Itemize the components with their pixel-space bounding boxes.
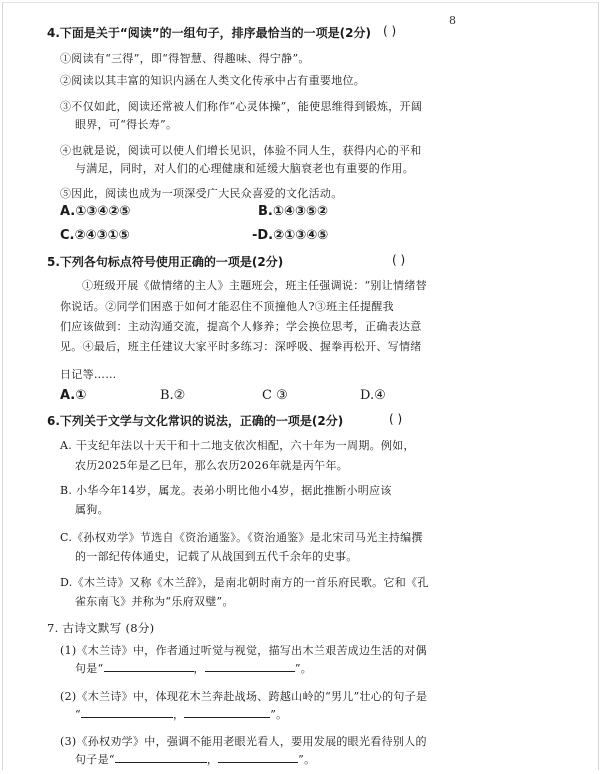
q7-item-2-prompt: (2)《木兰诗》中，体现花木兰奔赴战场、跨越山岭的“男儿”壮心的句子是	[60, 690, 428, 703]
q4-option-a[interactable]: A.①③④②⑤	[60, 204, 131, 219]
q4-option-d[interactable]: -D.②①③④⑤	[252, 228, 329, 243]
answer-paren-6[interactable]: ( )	[389, 412, 403, 426]
q6-option-d-line-1[interactable]: D.《木兰诗》又称《木兰辞》，是南北朝时南方的一首乐府民歌。它和《孔	[60, 576, 429, 589]
question-5-text: 5.下列各句标点符号使用正确的一项是(2分)	[47, 255, 284, 269]
q4-sentence-5: ⑤因此，阅读也成为一项深受广大民众喜爱的文化活动。	[60, 187, 343, 200]
q5-option-a[interactable]: A.①	[60, 388, 87, 403]
q6-option-b-line-2: 属狗。	[75, 503, 109, 516]
q6-option-c-line-2: 的一部纪传体通史，记载了从战国到五代千余年的史事。	[75, 550, 358, 563]
q6-option-a-line-1[interactable]: A. 干支纪年法以十天干和十二地支依次相配，六十年为一周期。例如，	[60, 439, 415, 452]
q7-item-1-blank-1[interactable]	[104, 661, 194, 672]
question-4-text: 4.下面是关于“阅读”的一组句子，排序最恰当的一项是(2分)	[47, 26, 372, 40]
q5-passage-line-2: 你说话。②同学们困惑于如何才能忍住不顶撞他人?③班主任提醒我	[60, 300, 394, 313]
q5-passage-line-3: 们应该做到：主动沟通交流，提高个人修养；学会换位思考，正确表达意	[60, 320, 422, 333]
q5-passage-line-1: ①班级开展《做情绪的主人》主题班会，班主任强调说：“别让情绪替	[82, 279, 427, 292]
question-5-title	[47, 253, 406, 270]
q7-item-1-blank-2[interactable]	[205, 661, 295, 672]
answer-paren-4[interactable]: ( )	[383, 24, 397, 38]
page-number: 8	[449, 14, 456, 27]
q6-option-a-line-2: 农历2025年是乙巳年，那么农历2026年就是丙午年。	[75, 459, 349, 472]
q6-option-c-line-1[interactable]: C.《孙权劝学》节选自《资治通鉴》。《资治通鉴》是北宋司马光主持编撰	[60, 531, 423, 544]
q4-sentence-1: ①阅读有“三得”，即“得智慧、得趣味、得宁静”。	[60, 52, 310, 65]
q4-option-b[interactable]: B.①④③⑤②	[258, 204, 328, 219]
q5-option-b[interactable]: B.②	[160, 388, 186, 403]
q5-option-d[interactable]: D.④	[360, 388, 386, 403]
q7-item-2-blank-2[interactable]	[184, 707, 270, 718]
q4-sentence-3-cont: 眼界，可“得长寿”。	[75, 118, 178, 131]
q7-item-3-answer: 句子是“ ， ”。	[75, 753, 316, 766]
q4-sentence-4-cont: 与满足，同时，对人们的心理健康和延缓大脑衰老也有重要的作用。	[75, 162, 414, 175]
q4-sentence-2: ②阅读以其丰富的知识内涵在人类文化传承中占有重要地位。	[60, 74, 366, 87]
q7-item-2-answer: “ ， ”。	[75, 708, 288, 721]
answer-paren-5[interactable]: ( )	[392, 253, 406, 267]
q4-sentence-4: ④也就是说，阅读可以使人们增长见识，体验不同人生，获得内心的平和	[60, 144, 422, 157]
question-4-title	[47, 24, 397, 41]
q4-option-c[interactable]: C.②④③①⑤	[60, 228, 130, 243]
q7-item-1-prompt: (1)《木兰诗》中，作者通过听觉与视觉，描写出木兰艰苦成边生活的对偶	[60, 644, 427, 657]
q7-item-2-blank-1[interactable]	[81, 707, 173, 718]
question-6-text: 6.下列关于文学与文化常识的说法，正确的一项是(2分)	[47, 414, 344, 428]
q5-option-c[interactable]: C ③	[262, 388, 288, 403]
question-6-title	[47, 412, 403, 429]
q7-item-1-answer: 句是“ ， ”。	[75, 662, 313, 675]
q7-item-3-blank-2[interactable]	[218, 752, 298, 763]
q7-item-3-prompt: (3)《孙权劝学》中，强调不能用老眼光看人，要用发展的眼光看待别人的	[60, 735, 427, 748]
q5-passage-line-5: 日记等……	[60, 368, 117, 381]
q5-passage-line-4: 见。④最后，班主任建议大家平时多练习：深呼吸、握拳再松开、写情绪	[60, 340, 422, 353]
q7-item-3-blank-1[interactable]	[115, 752, 207, 763]
q6-option-d-line-2: 雀东南飞》并称为“乐府双璧”。	[75, 595, 234, 608]
q4-sentence-3: ③不仅如此，阅读还常被人们称作“心灵体操”，能使思维得到锻炼，开阔	[60, 100, 423, 113]
question-7-title: 7. 古诗文默写 (8分)	[47, 621, 155, 635]
q6-option-b-line-1[interactable]: B. 小华今年14岁，属龙。表弟小明比他小4岁，据此推断小明应该	[60, 484, 392, 497]
